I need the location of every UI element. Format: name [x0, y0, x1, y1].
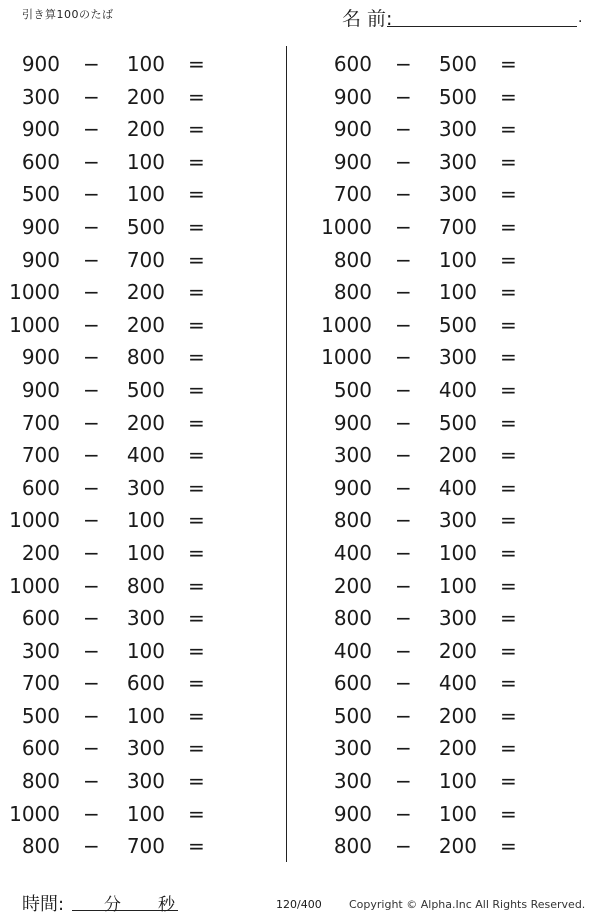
- minus-sign: −: [83, 540, 100, 565]
- equals-sign: =: [500, 703, 517, 728]
- minuend: 500: [21, 182, 60, 207]
- equals-sign: =: [500, 508, 517, 533]
- minus-sign: −: [83, 769, 100, 794]
- minuend: 600: [21, 736, 60, 761]
- equals-sign: =: [188, 377, 205, 402]
- equals-sign: =: [500, 736, 517, 761]
- minus-sign: −: [395, 377, 412, 402]
- minus-sign: −: [83, 312, 100, 337]
- minuend: 300: [333, 769, 372, 794]
- equals-sign: =: [500, 84, 517, 109]
- minus-sign: −: [395, 117, 412, 142]
- minuend: 600: [21, 149, 60, 174]
- subtrahend: 300: [126, 769, 165, 794]
- subtrahend: 800: [126, 573, 165, 598]
- equals-sign: =: [500, 247, 517, 272]
- subtrahend: 500: [438, 410, 477, 435]
- subtrahend: 200: [126, 280, 165, 305]
- equals-sign: =: [500, 606, 517, 631]
- minus-sign: −: [83, 377, 100, 402]
- minus-sign: −: [395, 345, 412, 370]
- subtrahend: 200: [126, 117, 165, 142]
- subtrahend: 200: [126, 410, 165, 435]
- equals-sign: =: [188, 606, 205, 631]
- minuend: 300: [21, 638, 60, 663]
- subtrahend: 200: [438, 834, 477, 859]
- subtrahend: 300: [438, 345, 477, 370]
- equals-sign: =: [500, 834, 517, 859]
- minuend: 600: [333, 671, 372, 696]
- minus-sign: −: [395, 312, 412, 337]
- minuend: 200: [333, 573, 372, 598]
- equals-sign: =: [188, 312, 205, 337]
- minus-sign: −: [395, 149, 412, 174]
- subtrahend: 300: [438, 606, 477, 631]
- minuend: 300: [333, 443, 372, 468]
- minuend: 300: [21, 84, 60, 109]
- minus-sign: −: [83, 834, 100, 859]
- minuend: 700: [21, 410, 60, 435]
- subtrahend: 300: [438, 508, 477, 533]
- minus-sign: −: [395, 214, 412, 239]
- equals-sign: =: [500, 214, 517, 239]
- subtrahend: 300: [438, 182, 477, 207]
- minuend: 800: [333, 606, 372, 631]
- minus-sign: −: [395, 247, 412, 272]
- equals-sign: =: [188, 182, 205, 207]
- minus-sign: −: [395, 736, 412, 761]
- subtrahend: 100: [126, 508, 165, 533]
- subtrahend: 500: [438, 52, 477, 76]
- minuend: 900: [21, 345, 60, 370]
- minus-sign: −: [395, 182, 412, 207]
- minuend: 900: [21, 117, 60, 142]
- minuend: 600: [21, 475, 60, 500]
- equals-sign: =: [500, 540, 517, 565]
- subtrahend: 700: [126, 247, 165, 272]
- equals-sign: =: [188, 769, 205, 794]
- subtrahend: 700: [438, 214, 477, 239]
- equals-sign: =: [500, 801, 517, 826]
- minus-sign: −: [83, 345, 100, 370]
- subtrahend: 700: [126, 834, 165, 859]
- minus-sign: −: [395, 573, 412, 598]
- equals-sign: =: [500, 345, 517, 370]
- equals-sign: =: [188, 410, 205, 435]
- equals-sign: =: [188, 573, 205, 598]
- equals-sign: =: [188, 508, 205, 533]
- minus-sign: −: [395, 834, 412, 859]
- subtrahend: 300: [438, 117, 477, 142]
- equals-sign: =: [500, 475, 517, 500]
- subtrahend: 500: [438, 312, 477, 337]
- equals-sign: =: [188, 671, 205, 696]
- minus-sign: −: [83, 671, 100, 696]
- minuend: 900: [21, 377, 60, 402]
- minuend: 1000: [9, 312, 60, 337]
- minuend: 800: [21, 834, 60, 859]
- equals-sign: =: [188, 540, 205, 565]
- page-number: 120/400: [276, 898, 322, 911]
- equals-sign: =: [188, 345, 205, 370]
- subtrahend: 100: [126, 540, 165, 565]
- equals-sign: =: [188, 247, 205, 272]
- equals-sign: =: [500, 377, 517, 402]
- minus-sign: −: [395, 703, 412, 728]
- minus-sign: −: [83, 247, 100, 272]
- minus-sign: −: [395, 540, 412, 565]
- worksheet-title: 引き算100のたば: [22, 8, 114, 21]
- subtrahend: 800: [126, 345, 165, 370]
- minuend: 900: [21, 52, 60, 76]
- equals-sign: =: [500, 638, 517, 663]
- subtrahend: 500: [438, 84, 477, 109]
- name-underline[interactable]: [387, 26, 577, 27]
- subtrahend: 100: [438, 769, 477, 794]
- equals-sign: =: [500, 280, 517, 305]
- name-dot: .: [578, 10, 583, 26]
- subtrahend: 400: [438, 377, 477, 402]
- minus-sign: −: [83, 638, 100, 663]
- minuend: 900: [333, 475, 372, 500]
- minuend: 700: [21, 443, 60, 468]
- subtrahend: 200: [126, 84, 165, 109]
- minuend: 900: [21, 214, 60, 239]
- equals-sign: =: [500, 443, 517, 468]
- subtrahend: 100: [126, 638, 165, 663]
- subtrahend: 100: [126, 703, 165, 728]
- copyright-notice: Copyright © Alpha.Inc All Rights Reserved.: [349, 898, 586, 911]
- minuend: 900: [21, 247, 60, 272]
- minus-sign: −: [83, 736, 100, 761]
- equals-sign: =: [500, 149, 517, 174]
- minuend: 900: [333, 117, 372, 142]
- minus-sign: −: [395, 475, 412, 500]
- minuend: 400: [333, 638, 372, 663]
- subtrahend: 200: [438, 638, 477, 663]
- minuend: 1000: [9, 801, 60, 826]
- subtrahend: 500: [126, 214, 165, 239]
- equals-sign: =: [188, 703, 205, 728]
- minuend: 900: [333, 410, 372, 435]
- minus-sign: −: [83, 149, 100, 174]
- minuend: 500: [333, 703, 372, 728]
- subtrahend: 300: [126, 475, 165, 500]
- minuend: 800: [333, 247, 372, 272]
- equals-sign: =: [500, 410, 517, 435]
- minus-sign: −: [83, 214, 100, 239]
- minus-sign: −: [395, 280, 412, 305]
- minus-sign: −: [83, 573, 100, 598]
- equals-sign: =: [188, 736, 205, 761]
- equals-sign: =: [500, 312, 517, 337]
- equals-sign: =: [188, 801, 205, 826]
- equals-sign: =: [188, 834, 205, 859]
- subtrahend: 100: [126, 52, 165, 76]
- minus-sign: −: [83, 117, 100, 142]
- minus-sign: −: [83, 508, 100, 533]
- subtrahend: 100: [438, 573, 477, 598]
- name-label: 名 前:: [342, 8, 393, 30]
- minuend: 600: [21, 606, 60, 631]
- minus-sign: −: [83, 52, 100, 76]
- minuend: 1000: [9, 573, 60, 598]
- time-label: 時間:: [22, 894, 65, 915]
- equals-sign: =: [188, 280, 205, 305]
- subtrahend: 300: [126, 736, 165, 761]
- seconds-label: 秒: [158, 895, 175, 915]
- subtrahend: 100: [438, 247, 477, 272]
- minuend: 400: [333, 540, 372, 565]
- minuend: 1000: [321, 214, 372, 239]
- minuend: 300: [333, 736, 372, 761]
- subtrahend: 400: [126, 443, 165, 468]
- equals-sign: =: [500, 117, 517, 142]
- subtrahend: 300: [126, 606, 165, 631]
- subtrahend: 400: [438, 475, 477, 500]
- minuend: 1000: [321, 312, 372, 337]
- minus-sign: −: [395, 52, 412, 76]
- minuend: 800: [333, 834, 372, 859]
- minus-sign: −: [83, 84, 100, 109]
- subtrahend: 400: [438, 671, 477, 696]
- minuend: 800: [21, 769, 60, 794]
- subtrahend: 200: [126, 312, 165, 337]
- equals-sign: =: [188, 638, 205, 663]
- minuend: 1000: [9, 508, 60, 533]
- minuend: 800: [333, 280, 372, 305]
- minus-sign: −: [83, 280, 100, 305]
- minus-sign: −: [83, 443, 100, 468]
- minus-sign: −: [83, 410, 100, 435]
- minus-sign: −: [395, 769, 412, 794]
- subtrahend: 500: [126, 377, 165, 402]
- minutes-label: 分: [104, 895, 121, 915]
- subtrahend: 200: [438, 736, 477, 761]
- equals-sign: =: [500, 52, 517, 76]
- subtrahend: 200: [438, 703, 477, 728]
- minuend: 900: [333, 84, 372, 109]
- minus-sign: −: [395, 443, 412, 468]
- minus-sign: −: [395, 638, 412, 663]
- minuend: 500: [333, 377, 372, 402]
- minuend: 800: [333, 508, 372, 533]
- minuend: 200: [21, 540, 60, 565]
- name-field-area: [342, 4, 584, 30]
- subtrahend: 600: [126, 671, 165, 696]
- subtrahend: 100: [438, 540, 477, 565]
- equals-sign: =: [188, 149, 205, 174]
- subtrahend: 100: [438, 801, 477, 826]
- equals-sign: =: [188, 443, 205, 468]
- equals-sign: =: [500, 769, 517, 794]
- equals-sign: =: [188, 117, 205, 142]
- minuend: 900: [333, 801, 372, 826]
- subtrahend: 100: [438, 280, 477, 305]
- minuend: 1000: [9, 280, 60, 305]
- minus-sign: −: [395, 606, 412, 631]
- subtrahend: 100: [126, 801, 165, 826]
- minus-sign: −: [395, 84, 412, 109]
- minuend: 600: [333, 52, 372, 76]
- minuend: 900: [333, 149, 372, 174]
- equals-sign: =: [500, 182, 517, 207]
- subtrahend: 100: [126, 182, 165, 207]
- minus-sign: −: [83, 182, 100, 207]
- minus-sign: −: [395, 508, 412, 533]
- subtrahend: 200: [438, 443, 477, 468]
- minus-sign: −: [395, 801, 412, 826]
- equals-sign: =: [188, 214, 205, 239]
- equals-sign: =: [188, 475, 205, 500]
- minuend: 700: [21, 671, 60, 696]
- equals-sign: =: [500, 671, 517, 696]
- minus-sign: −: [83, 475, 100, 500]
- minus-sign: −: [83, 606, 100, 631]
- subtrahend: 100: [126, 149, 165, 174]
- equals-sign: =: [188, 84, 205, 109]
- minus-sign: −: [83, 801, 100, 826]
- minuend: 1000: [321, 345, 372, 370]
- column-divider: [286, 46, 287, 862]
- equals-sign: =: [500, 573, 517, 598]
- minus-sign: −: [395, 671, 412, 696]
- subtrahend: 300: [438, 149, 477, 174]
- minuend: 500: [21, 703, 60, 728]
- equals-sign: =: [188, 52, 205, 76]
- minus-sign: −: [395, 410, 412, 435]
- minus-sign: −: [83, 703, 100, 728]
- minuend: 700: [333, 182, 372, 207]
